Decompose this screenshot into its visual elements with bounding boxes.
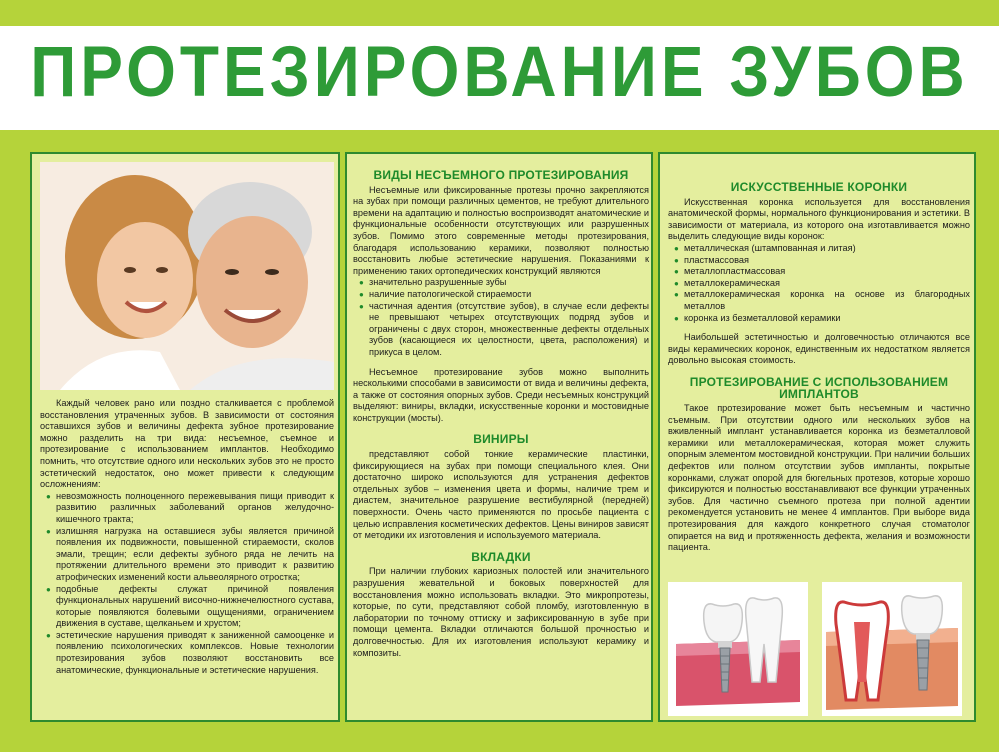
list-item: ● невозможность полноценного пережевывания пищи приводит к развитию различных заболеваний органов желудочно-кишечного тракта; <box>40 491 334 526</box>
list-item: ● частичная адентия (отсутствие зубов), в случае если дефекты не превышают четырех отсутствующих подряд зубов и ограничены с двух сторон, множественные дефекты отдельных зубов (касающиеся их целостности, цвета, расположения) и прикуса в целом. <box>353 301 649 359</box>
page-title: ПРОТЕЗИРОВАНИЕ ЗУБОВ <box>30 31 969 112</box>
heading-veneers: ВИНИРЫ <box>473 432 529 447</box>
complications-list <box>40 491 334 677</box>
paragraph: Такое протезирование может быть несъемным и частично съемным. При отсутствии одного или нескольких зубов на вживленный имплант устанавливается коронка из безметалловой керамики или металлокерамическая, которая может служить опорным элементом мостовидной конструкции. При наличии больших дефектов или полном отсутствии зубов импланты, покрытые коронками, служат опорой для бюгельных протезов, которые хорошо фиксируются и полностью восстанавливают все функции утраченных зубов. Для частично съемного протеза при полной адентии рекомендуется установить не менее 4 имплантов. При выборе вида протезирования для каждого конкретного случая стоматолог опирается на вид и протяженность дефекта, желания и возможности пациента. <box>668 403 970 553</box>
right-panel <box>658 152 976 722</box>
list-item: ● эстетические нарушения приводят к заниженной самооценке и появлению психологических комплексов. Новые технологии протезирования зубов позволяют восстановить все анатомические, функциональные и эстетические нарушения. <box>40 630 334 676</box>
paragraph: представляют собой тонкие керамические пластинки, фиксирующиеся на зубах при помощи специального клея. Они достаточно широко используются для устранения дефектов отдельных зубов – изменения цвета и формы, наличие трем и диастем, значительное разрушение вестибулярной (передней) поверхности. Очень часто применяются по просьбе пациента с целью исправления косметических дефектов. Цены виниров зависят от методики их изготовления и используемого материала. <box>353 449 650 541</box>
crown-types-list <box>668 243 970 324</box>
couple-photo-illustration <box>40 162 334 390</box>
paragraph: Несъемное протезирование зубов можно выполнить несколькими способами в зависимости от вида и величины дефекта, а также от состояния опорных зубов. Среди несъемных конструкций выделяют: виниры, вкладки, искусственные коронки и мостовидные конструкции (мосты). <box>353 366 649 423</box>
list-item: ● пластмассовая <box>668 255 970 267</box>
implant-illustration-left <box>668 582 808 716</box>
middle-panel <box>345 152 653 722</box>
top-green-band <box>0 0 999 26</box>
left-panel-text <box>40 398 334 676</box>
middle-panel-text <box>353 168 649 659</box>
couple-photo <box>40 162 334 390</box>
list-item: ● наличие патологической стираемости <box>353 289 649 301</box>
list-item: ● подобные дефекты служат причиной появления функциональных нарушений височно-нижнечелюстного сустава, которые появляются болевыми ощущениями, ограничением движения в суставе, щелканьем и хрустом; <box>40 584 334 630</box>
paragraph: Наибольшей эстетичностью и долговечностью отличаются все виды керамических коронок, единственным их недостатком является довольно высокая стоимость. <box>668 332 970 366</box>
paragraph: Искусственная коронка используется для восстановления анатомической формы, нормального функционирования и эстетики. В зависимости от материала, из которого она изготавливается можно выделить следующие виды коронок: <box>668 196 970 242</box>
list-item: ● металлокерамическая коронка на основе из благородных металлов <box>668 289 970 312</box>
list-item: ● излишняя нагрузка на оставшиеся зубы является причиной появления их подвижности, повышенной стираемости, сколов эмали, трещин; если дефекты зубного ряда не лечить на протяжении длительного времени это приводит к развитию атрофических изменений кости альвеолярного отростка; <box>40 526 334 584</box>
paragraph: При наличии глубоких кариозных полостей или значительного разрушения жевательной и боковых поверхностей для восстановления можно использовать вкладки. Это микропротезы, которые, по сути, представляют собой пломбу, изготовленную в лаборатории по точному оттиску и зафиксированную в зубе при помощи цемента. Вкладки отличаются большой прочностью и долговечностью. Для их изготовления используют керамику и композиты. <box>353 566 649 658</box>
heading-implants: ПРОТЕЗИРОВАНИЕ С ИСПОЛЬЗОВАНИЕМ ИМПЛАНТОВ <box>689 374 949 401</box>
implant-teeth-icon <box>668 582 808 716</box>
tooth-cross-section-icon <box>822 582 962 716</box>
left-panel <box>30 152 340 722</box>
title-stripe <box>0 130 999 152</box>
heading-inlays: ВКЛАДКИ <box>471 549 531 564</box>
heading-crowns: ИСКУССТВЕННЫЕ КОРОНКИ <box>730 180 908 194</box>
list-item: ● металлокерамическая <box>668 278 970 290</box>
paragraph: Несъемные или фиксированные протезы прочно закрепляются на зубах при помощи различных цементов, не требуют длительного времени на адаптацию и полностью воспроизводят анатомические и функциональные особенности отсутствующих или разрушенных зубов. Помимо этого современные методы протезирования, благодаря использованию керамики, позволяют полностью восстановить любые эстетические нарушения. Показаниями к применению таких ортопедических конструкций являются <box>353 184 649 276</box>
list-item: ● металлическая (штампованная и литая) <box>668 243 970 255</box>
right-panel-text <box>668 180 970 554</box>
heading-fixed-prosthetics: ВИДЫ НЕСЪЕМНОГО ПРОТЕЗИРОВАНИЯ <box>373 168 629 182</box>
intro-paragraph: Каждый человек рано или поздно сталкивается с проблемой восстановления утраченных зубов. В зависимости от состояния оставшихся зубов и величины дефекта зубное протезирование можно разделить на три вида: несъемное, съемное и протезирование с использованием имплантов. Необходимо помнить, что отсутствие одного или нескольких зубов это не просто эстетический недостаток, оно может привести к следующим осложнениям: <box>40 398 334 490</box>
list-item: ● металлопластмассовая <box>668 266 970 278</box>
list-item: ● значительно разрушенные зубы <box>353 277 649 289</box>
indications-list <box>353 277 649 358</box>
implant-illustration-right <box>822 582 962 716</box>
list-item: ● коронка из безметалловой керамики <box>668 313 970 325</box>
